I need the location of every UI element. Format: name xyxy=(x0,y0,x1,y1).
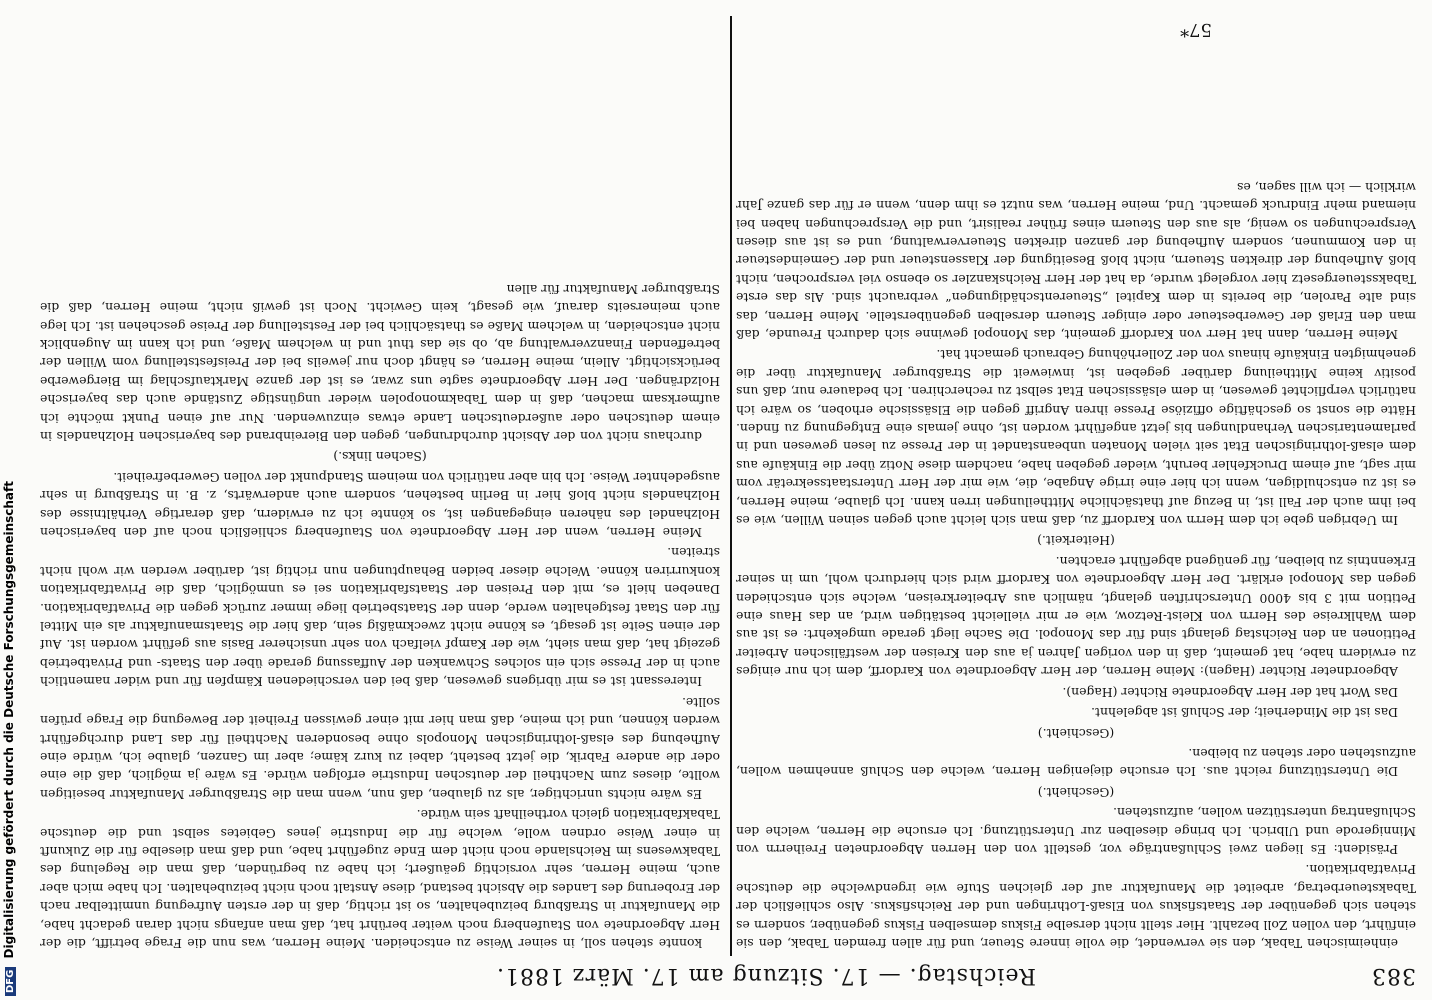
paragraph: Meine Herren, wenn der Herr Abgeordnete von Staufenberg schließlich noch auf den bayerischen Holzhandel des näheren eingegangen ist, so könnte ich zu erwidern, daß derartige Verhältnisse des Holzhandels nicht bloß hier in Berlin bestehen, sondern auch anderwärts, z. B. in Straßburg in sehr ausgedehnter Weise. Ich bin aber natürlich von meinem Standpunkt der vollen Gewerbefreiheit. xyxy=(40,469,720,541)
paragraph: Es wäre nichts unrichtiger, als zu glauben, daß nun, wenn man die Straßburger Manufaktur beseitigen wollte, dieses zum Nachtheil der deutschen Industrie erfolgen würde. Es wäre ja möglich, daß die eine oder die andere Fabrik, die jetzt besteht, dabei zu kurz käme; aber im Ganzen, glaube ich, würde eine Aufhebung des elsaß-lothringischen Monopols ohne besonderen Nachtheil für das Land durchgeführt werden können, und ich meine, daß man hier mit einer gewissen Freiheit der Bewegung die Frage prüfen sollte. xyxy=(40,694,720,802)
paragraph: (Geschieht.) xyxy=(1037,725,1115,741)
paragraph: Abgeordneter Richter (Hagen): Meine Herren, der Herr Abgeordnete von Kardorff, dem ich nur einiges zu erwidern habe, hat gemeint, daß in den vorigen Jahren ja aus den Kreisen der westfälischen Arbeiter Petitionen an den Reichstag gelangt sind für das Monopol. Die Sache liegt gerade umgekehrt: es ist aus dem Wahlkreise des Herrn von Kleist-Retzow, wie er mir vielleicht bestätigen wird, an das Haus eine Petition mit 3 bis 4000 Unterschriften gelangt, nämlich aus Arbeiterkreisen, welche sich entschieden gegen das Monopol erklärt. Der Herr Abgeordnete von Kardorff wird sich hierdurch wohl, um in seiner Erkenntnis zu bleiben, für genügend abgeführt erachten. xyxy=(736,553,1416,680)
paragraph: Interessant ist es mir übrigens gewesen, daß bei den verschiedenen Kämpfen für und wider namentlich auch in der Presse sich ein solches Schwanken der Auffassung gerade über den Staats- und Privatbetrieb gezeigt hat, daß man sieht, wie der Kampf vielfach von sehr unsicherer Basis aus geführt worden ist. Auf der einen Seite ist gesagt, es könne nicht zweckmäßig sein, daß hier die Staatsmanufaktur als ein Mittel für den Staat festgehalten werde, denn der Staatsbetrieb liege immer zurück gegen die Privatfabrikation. Daneben hielt es, mit den Preisen der Staatsfabrikation sei es unmöglich, daß die Privatfabrikation konkurriren könne. Welche dieser beiden Behauptungen nun richtig ist, darüber werden wir wohl nicht streiten. xyxy=(40,545,720,690)
paragraph: (Heiterkeit.) xyxy=(1037,533,1115,549)
paragraph: Präsident: Es liegen zwei Schlußanträge vor, gestellt von den Herren Abgeordneten Freiherrn von Minnigerode und Ulbrich. Ich bringe dieselben zur Unterstützung. Ich ersuche die Herren, welche den Schlußantrag unterstützen wollen, aufzustehen. xyxy=(736,805,1416,857)
signature-mark: 57* xyxy=(1180,19,1212,40)
header-title: Reichstag. — 17. Sitzung am 17. März 1881. xyxy=(495,963,1037,988)
paragraph: einheimischen Tabak, den sie verwendet, die volle innere Steuer, und für allen fremden Tabak, den sie einführt, den vollen Zoll bezahlt. Hier stellt nicht derselbe Fiskus demselben Fiskus gegenüber, sondern es stehen sich gegenüber der Staatsfiskus von Elsaß-Lothringen und der Reichsfiskus. Also schließlich der Tabaksteuerbetrag, arbeitet die Manufaktur auf der gleichen Stufe wie irgendwelche die deutsche Privatfabrikation. xyxy=(736,862,1416,951)
digitization-note xyxy=(2,0,24,1000)
paragraph: Im Uebrigen gebe ich dem Herrn von Kardorff zu, daß man sich leicht auch gegen seinen Willen, wie es bei ihm auch der Fall ist, in Bezug auf thatsächliche Mittheilungen irren kann. Ich glaube, meine Herren, es ist zu entschuldigen, wenn ich hier eine irrige Angabe, die, wie mir der Herr Unterstaatssekretär vom mir sagt, auf einem Druckfehler beruht, wieder gegeben habe, nachdem diese Notiz über die Einkäufe aus dem elsaß-lothringischen Etat seit vielen Monaten unbeanstandet in der Presse zu lesen gewesen und in parlamentarischen Verhandlungen bis jetzt angeführt worden ist, ohne jemals eine Entgegnung zu finden. Hätte die sonst so geschäftige offiziöse Presse ihren Angriff gegen die Elsässische erhoben, so wäre ich natürlich verpflichtet gewesen, in dem elsässischen Etat selbst zu recherchiren. Ich bedauere nur, daß uns positiv keine Mittheilung darüber gegeben ist, inwieweit die Straßburger Manufaktur über die genehmigten Einkäufe hinaus von der Zollerhöhung Gebrauch gemacht hat. xyxy=(736,347,1416,529)
right-column xyxy=(40,22,720,952)
column-divider xyxy=(730,16,732,956)
paragraph: Meine Herren, dann hat Herr von Kardorff gemeint, das Monopol gewinne sich dadurch Freunde, daß man den Erlaß der Gewerbesteuer oder einiger Steuern derselben gegenüberstelle. Meine Herren, das sind alte Parolen, die bereits in dem Kapitel „Steuerentschädigungen“ verbraucht sind. Als das erste Tabakssteuergesetz hier vorgelegt wurde, da hat der Herr Reichskanzler so ebenso viel versprochen, nicht bloß Aufhebung der direkten Steuern, nicht bloß Beseitigung der Klassensteuer und der Gemeindesteuer in den Kommunen, sondern Aufhebung der ganzen direkten Steuerverwaltung, und es ist aus diesen Versprechungen so wenig, als aus den Steuern eines früher realisirt, und die Versprechungen haben bei niemand mehr Eindruck gemacht. Und, meine Herren, was nutzt es ihm denn, wenn er für das ganze Jahr wirklich — ich will sagen, es xyxy=(736,179,1416,342)
rotated-page-content xyxy=(40,0,1432,1000)
left-column xyxy=(736,22,1416,952)
paragraph: Das ist die Minderheit; der Schluß ist abgelehnt. xyxy=(1091,705,1398,721)
digitization-note-text xyxy=(2,16,16,996)
paragraph: Das Wort hat der Herr Abgeordnete Richter (Hagen). xyxy=(1062,684,1398,700)
digitization-caption: Digitalisierung gefördert durch die Deutsche Forschungsgemeinschaft xyxy=(2,481,16,959)
paragraph: Die Unterstützung reicht aus. Ich ersuche diejenigen Herren, welche den Schluß annehmen wollen, aufzustehen oder stehen zu bleiben. xyxy=(736,745,1416,780)
paragraph: (Sachen links.) xyxy=(333,449,427,465)
dfg-logo: DFG xyxy=(5,967,16,996)
paragraph: durchaus nicht von der Absicht durchdrungen, gegen den Biereinbrand des bayerischen Holzhandels in einem deutschen oder außerdeutschen Lande etwas einzuwenden. Nur auf einen Punkt möchte ich aufmerksam machen, daß in dem Tabakmonopolen wieder ungünstige Zustände auch das bayerische Holzdrängen. Der Herr Abgeordnete sagte uns zwar, es ist der ganze Marktaufschlag im Biergewerbe berücksichtigt. Allein, meine Herren, es hängt doch nur jeweils bei der Preisfeststellung vom Willen der betreffenden Finanzverwaltung ab, ob sie das thut und in welchem Maße, und ich kann im Augenblick nicht entscheiden, in welchem Maße es thatsächlich bei der Feststellung der Preise geschehen ist. Ich lege auch meinerseits darauf, wie gesagt, kein Gewicht. Noch ist gewiß nicht, meine Herren, daß die Straßburger Manufaktur für allen xyxy=(40,281,720,445)
running-header xyxy=(126,960,1416,988)
paragraph: konnte stehen soll, in seiner Weise zu entscheiden. Meine Herren, was nun die Frage betrifft, die der Herr Abgeordnete von Staufenberg noch weiter berührt hat, daß man anfangs nicht daran gedacht habe, die Manufaktur in Straßburg beizubehalten, so ist richtig, daß in der ersten Aufregung unmittelbar nach der Eroberung des Landes die Absicht bestand, diese Anstalt noch nicht beizubehalten. Ich habe mich aber auch, meine Herren, sehr vorsichtig geäußert; ich habe zu begründen, daß man die Regelung des Tabakwesens im Reichslande noch nicht dem Ende zugeführt habe, und daß man dieselbe für die Zukunft in einer Weise ordnen wolle, welche für die Industrie jenes Gebietes selbst und die deutsche Tabakfabrikation gleich vortheilhaft sein würde. xyxy=(40,807,720,951)
paragraph: (Geschieht.) xyxy=(1037,784,1115,800)
page-number: 383 xyxy=(1371,963,1416,988)
